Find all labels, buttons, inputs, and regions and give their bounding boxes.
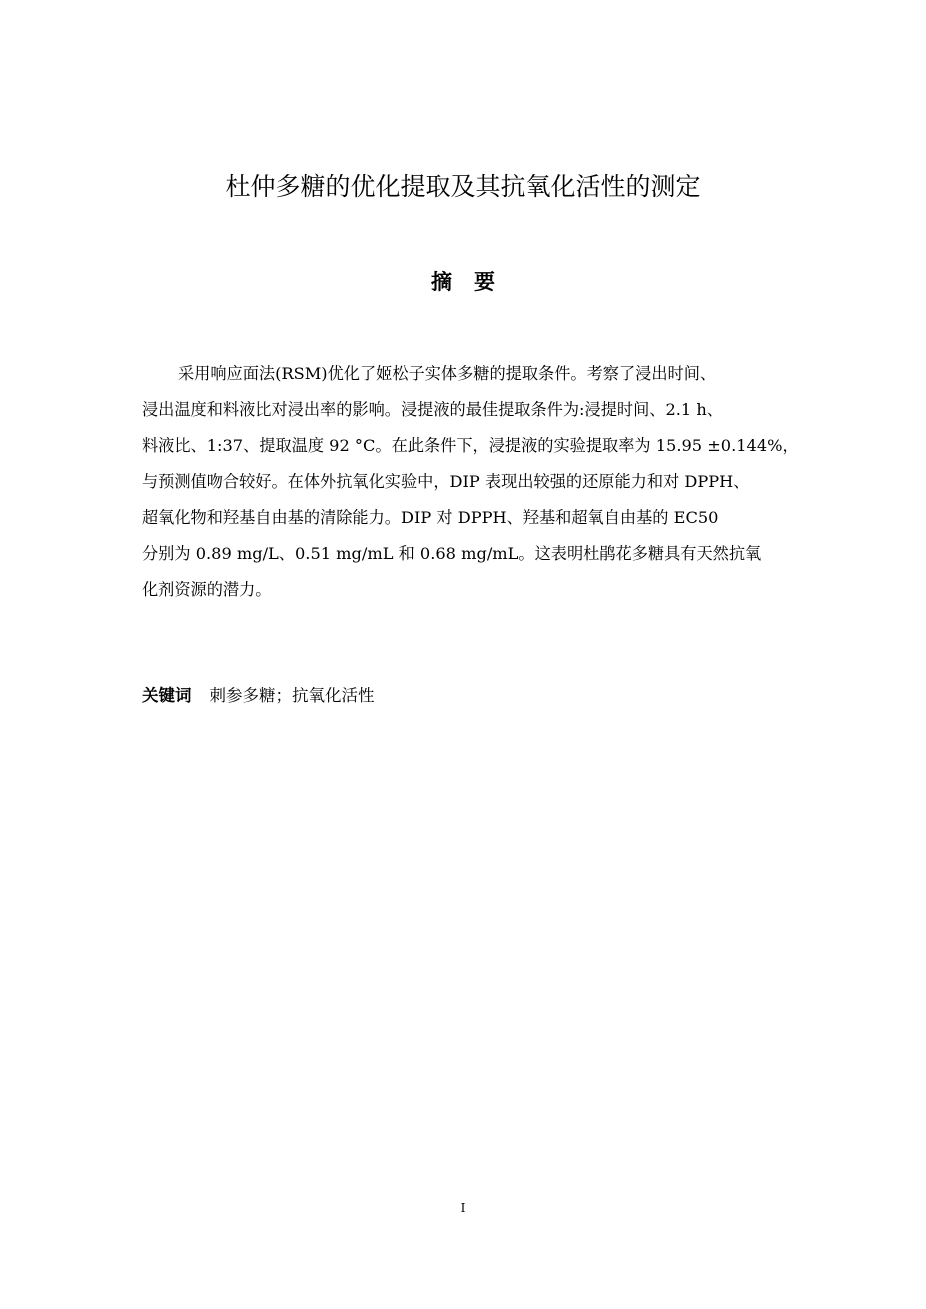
- keywords-label: 关键词: [142, 686, 192, 705]
- page-number: I: [460, 1201, 466, 1215]
- abstract-line: 料液比、1:37、提取温度 92 °C。在此条件下，浸提液的实验提取率为 15.95 ±0.144%，: [142, 436, 799, 455]
- abstract-line: 浸出温度和料液比对浸出率的影响。浸提液的最佳提取条件为:浸提时间、2.1 h、: [142, 400, 723, 419]
- keywords-line: [142, 682, 375, 710]
- abstract-body: [142, 360, 802, 612]
- keywords-value: 刺参多糖；抗氧化活性: [209, 686, 375, 705]
- paper-title: 杜仲多糖的优化提取及其抗氧化活性的测定: [225, 172, 701, 201]
- abstract-line: 采用响应面法(RSM)优化了姬松子实体多糖的提取条件。考察了浸出时间、: [178, 364, 717, 383]
- abstract-line: 分别为 0.89 mg/L、0.51 mg/mL 和 0.68 mg/mL。这表明杜鹃花多糖具有天然抗氧: [142, 544, 762, 563]
- abstract-line: 化剂资源的潜力。: [142, 580, 272, 599]
- abstract-line: 超氧化物和羟基自由基的清除能力。DIP 对 DPPH、羟基和超氧自由基的 EC50: [142, 508, 719, 527]
- abstract-line: 与预测值吻合较好。在体外抗氧化实验中，DIP 表现出较强的还原能力和对 DPPH、: [142, 472, 750, 491]
- abstract-heading: 摘要: [431, 270, 517, 294]
